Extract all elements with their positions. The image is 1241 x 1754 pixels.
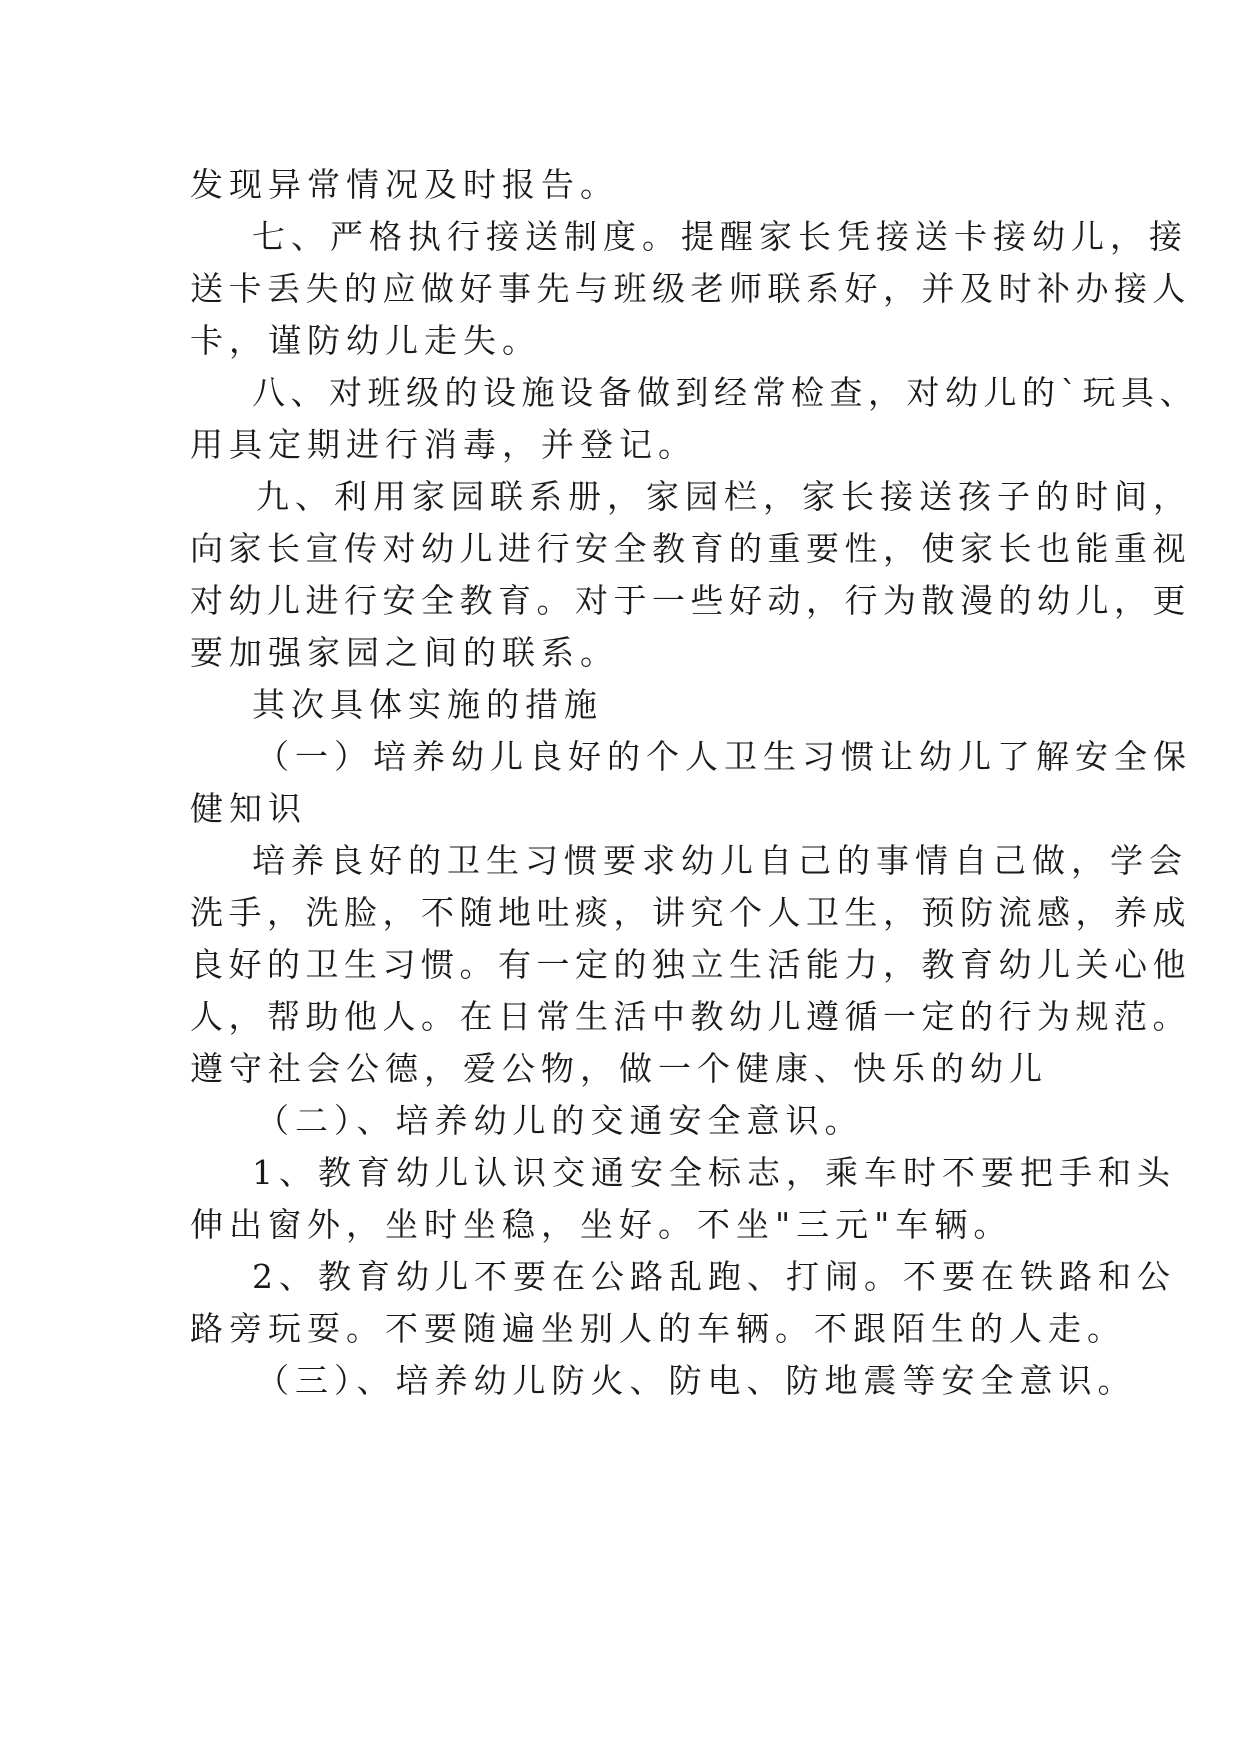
text-line: 向家长宣传对幼儿进行安全教育的重要性，使家长也能重视 [190, 529, 1191, 568]
text-line: 2、教育幼儿不要在公路乱跑、打闹。不要在铁路和公 [252, 1257, 1176, 1296]
text-line: 用具定期进行消毒，并登记。 [190, 425, 697, 464]
text-line: 要加强家园之间的联系。 [190, 633, 619, 672]
subsection-heading: （三）、培养幼儿防火、防电、防地震等安全意识。 [256, 1361, 1137, 1400]
text-line: 七、严格执行接送制度。提醒家长凭接送卡接幼儿，接 [252, 217, 1188, 256]
text-line: 健知识 [190, 789, 307, 828]
text-line: 洗手，洗脸，不随地吐痰，讲究个人卫生，预防流感，养成 [190, 893, 1191, 932]
text-line: 九、利用家园联系册，家园栏，家长接送孩子的时间， [256, 477, 1192, 516]
text-line: 发现异常情况及时报告。 [190, 165, 619, 204]
text-line: 人，帮助他人。在日常生活中教幼儿遵循一定的行为规范。 [190, 997, 1191, 1036]
text-line: 伸出窗外，坐时坐稳，坐好。不坐"三元"车辆。 [190, 1205, 1013, 1244]
text-line: 卡，谨防幼儿走失。 [190, 321, 541, 360]
text-line: 对幼儿进行安全教育。对于一些好动，行为散漫的幼儿，更 [190, 581, 1191, 620]
subsection-heading: （二）、培养幼儿的交通安全意识。 [256, 1101, 864, 1140]
subsection-heading: （一）培养幼儿良好的个人卫生习惯让幼儿了解安全保 [256, 737, 1192, 776]
text-line: 遵守社会公德，爱公物，做一个健康、快乐的幼儿 [190, 1049, 1048, 1088]
section-heading: 其次具体实施的措施 [252, 685, 603, 724]
text-line: 良好的卫生习惯。有一定的独立生活能力，教育幼儿关心他 [190, 945, 1191, 984]
text-line: 八、对班级的设施设备做到经常检查，对幼儿的`玩具、 [252, 373, 1198, 412]
text-line: 1、教育幼儿认识交通安全标志，乘车时不要把手和头 [252, 1153, 1176, 1192]
text-line: 路旁玩耍。不要随遍坐别人的车辆。不跟陌生的人走。 [190, 1309, 1126, 1348]
text-line: 送卡丢失的应做好事先与班级老师联系好，并及时补办接人 [190, 269, 1191, 308]
text-line: 培养良好的卫生习惯要求幼儿自己的事情自己做，学会 [252, 841, 1188, 880]
